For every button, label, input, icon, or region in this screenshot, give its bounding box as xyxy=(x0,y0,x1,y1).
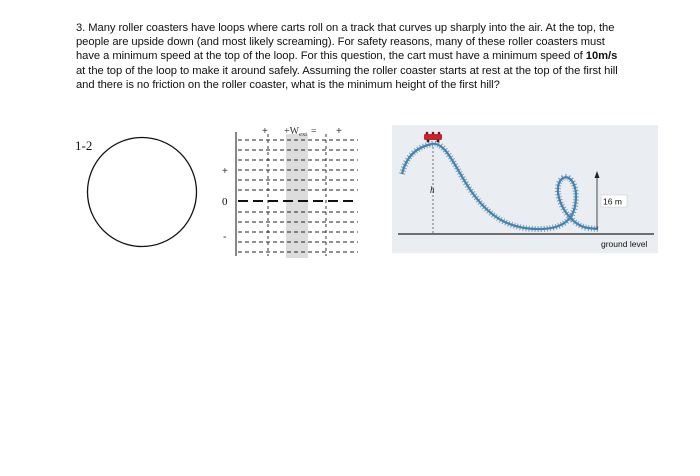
minimum-speed-value: 10m/s xyxy=(585,50,618,63)
energy-bar-chart xyxy=(218,122,378,258)
question-text-part-2: at the top of the loop to make it around safely. Assuming the roller coaster starts at rest at the top of the first hill and there is no friction on the roller coaster, what is the minimum height of the first hill? xyxy=(76,64,618,91)
cart-wheel xyxy=(437,140,440,143)
axis-plus-label: + xyxy=(222,166,228,177)
energy-circle-diagram xyxy=(86,136,198,248)
rider-head xyxy=(432,132,435,135)
cart-wheel xyxy=(427,140,430,143)
axis-zero-label: 0 xyxy=(222,196,228,208)
rider-head xyxy=(438,132,441,135)
question-text-part-1: Many roller coasters have loops where carts roll on a track that curves up sharply into the air. At the top, the people are upside down (and most likely screaming). For safety reasons, many of these roller coasters must have a minimum speed at the top of the loop. For this question, the cart must have a minimum speed of xyxy=(76,22,615,63)
axis-minus-label: - xyxy=(223,231,227,243)
column-plus-sign-1: + xyxy=(262,126,268,137)
energy-circle xyxy=(88,138,197,247)
ground-level-label: ground level xyxy=(601,239,648,249)
work-ext-subscript: ext xyxy=(299,131,308,138)
work-ext-equals: = xyxy=(311,126,317,137)
rider-head xyxy=(426,132,429,135)
work-ext-column-shading xyxy=(286,134,308,258)
work-ext-prefix: +W xyxy=(284,126,300,137)
work-ext-label xyxy=(284,126,317,138)
loop-height-label: 16 m xyxy=(603,196,622,207)
question-number: 3. xyxy=(76,22,86,34)
column-plus-sign-2: + xyxy=(336,126,342,137)
height-label: h xyxy=(430,185,435,195)
case-label: 1-2 xyxy=(75,138,93,153)
question-text xyxy=(76,21,624,92)
cart-body xyxy=(424,134,442,140)
roller-coaster-diagram xyxy=(392,125,658,253)
